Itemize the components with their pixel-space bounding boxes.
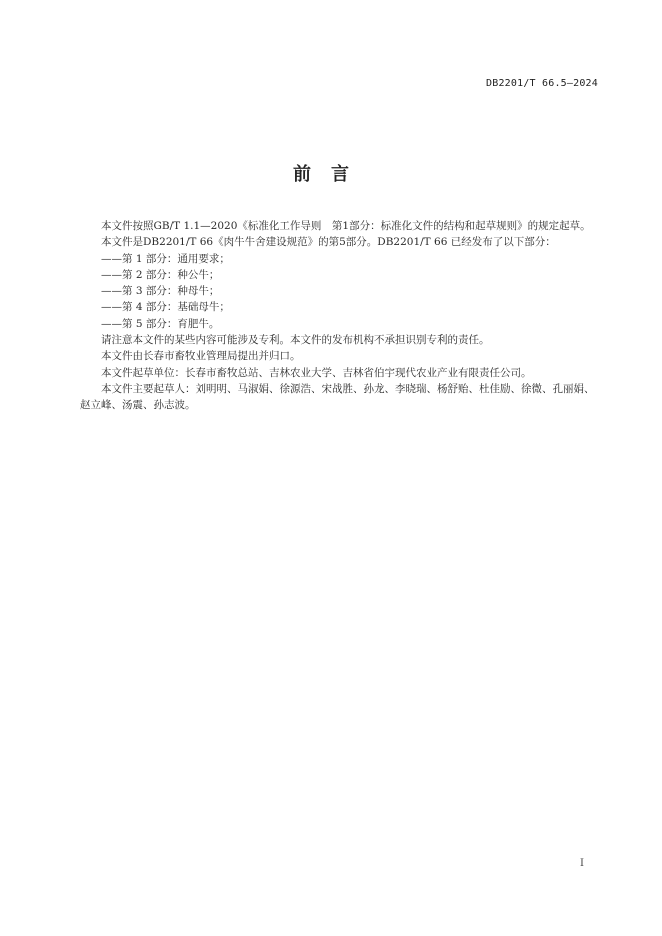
page-title-char-1: 前 (293, 164, 331, 185)
paragraph-part-info: 本文件是DB2201/T 66《肉牛牛舍建设规范》的第5部分。DB2201/T 66 已经发布了以下部分： (101, 236, 556, 249)
list-item: ——第 4 部分：基础母牛； (101, 301, 230, 314)
paragraph-drafters: 本文件主要起草人：刘明明、马淑娟、徐源浩、宋战胜、孙龙、李晓瑞、杨舒贻、杜佳励、徐微、孔丽娟、赵立峰、汤震、孙志波。 (80, 382, 595, 412)
foreword-body (80, 218, 598, 414)
page-number: I (580, 858, 584, 869)
paragraph-proposer: 本文件由长春市畜牧业管理局提出并归口。 (101, 350, 301, 363)
page-title-char-2: 言 (331, 164, 369, 185)
paragraph-drafting-rules: 本文件按照GB/T 1.1—2020《标准化工作导则 第1部分：标准化文件的结构和起草规则》的规定起草。 (101, 220, 591, 232)
list-item: ——第 5 部分：育肥牛。 (101, 317, 220, 330)
paragraph-drafting-units: 本文件起草单位：长春市畜牧总站、吉林农业大学、吉林省伯宇现代农业产业有限责任公司。 (101, 366, 532, 379)
standard-code: DB2201/T 66.5—2024 (486, 78, 598, 89)
list-item: ——第 3 部分：种母牛； (101, 285, 220, 298)
list-item: ——第 1 部分：通用要求； (101, 252, 230, 265)
list-item: ——第 2 部分：种公牛； (101, 268, 220, 281)
page-title (0, 160, 662, 186)
paragraph-patent-notice: 请注意本文件的某些内容可能涉及专利。本文件的发布机构不承担识别专利的责任。 (101, 334, 490, 347)
